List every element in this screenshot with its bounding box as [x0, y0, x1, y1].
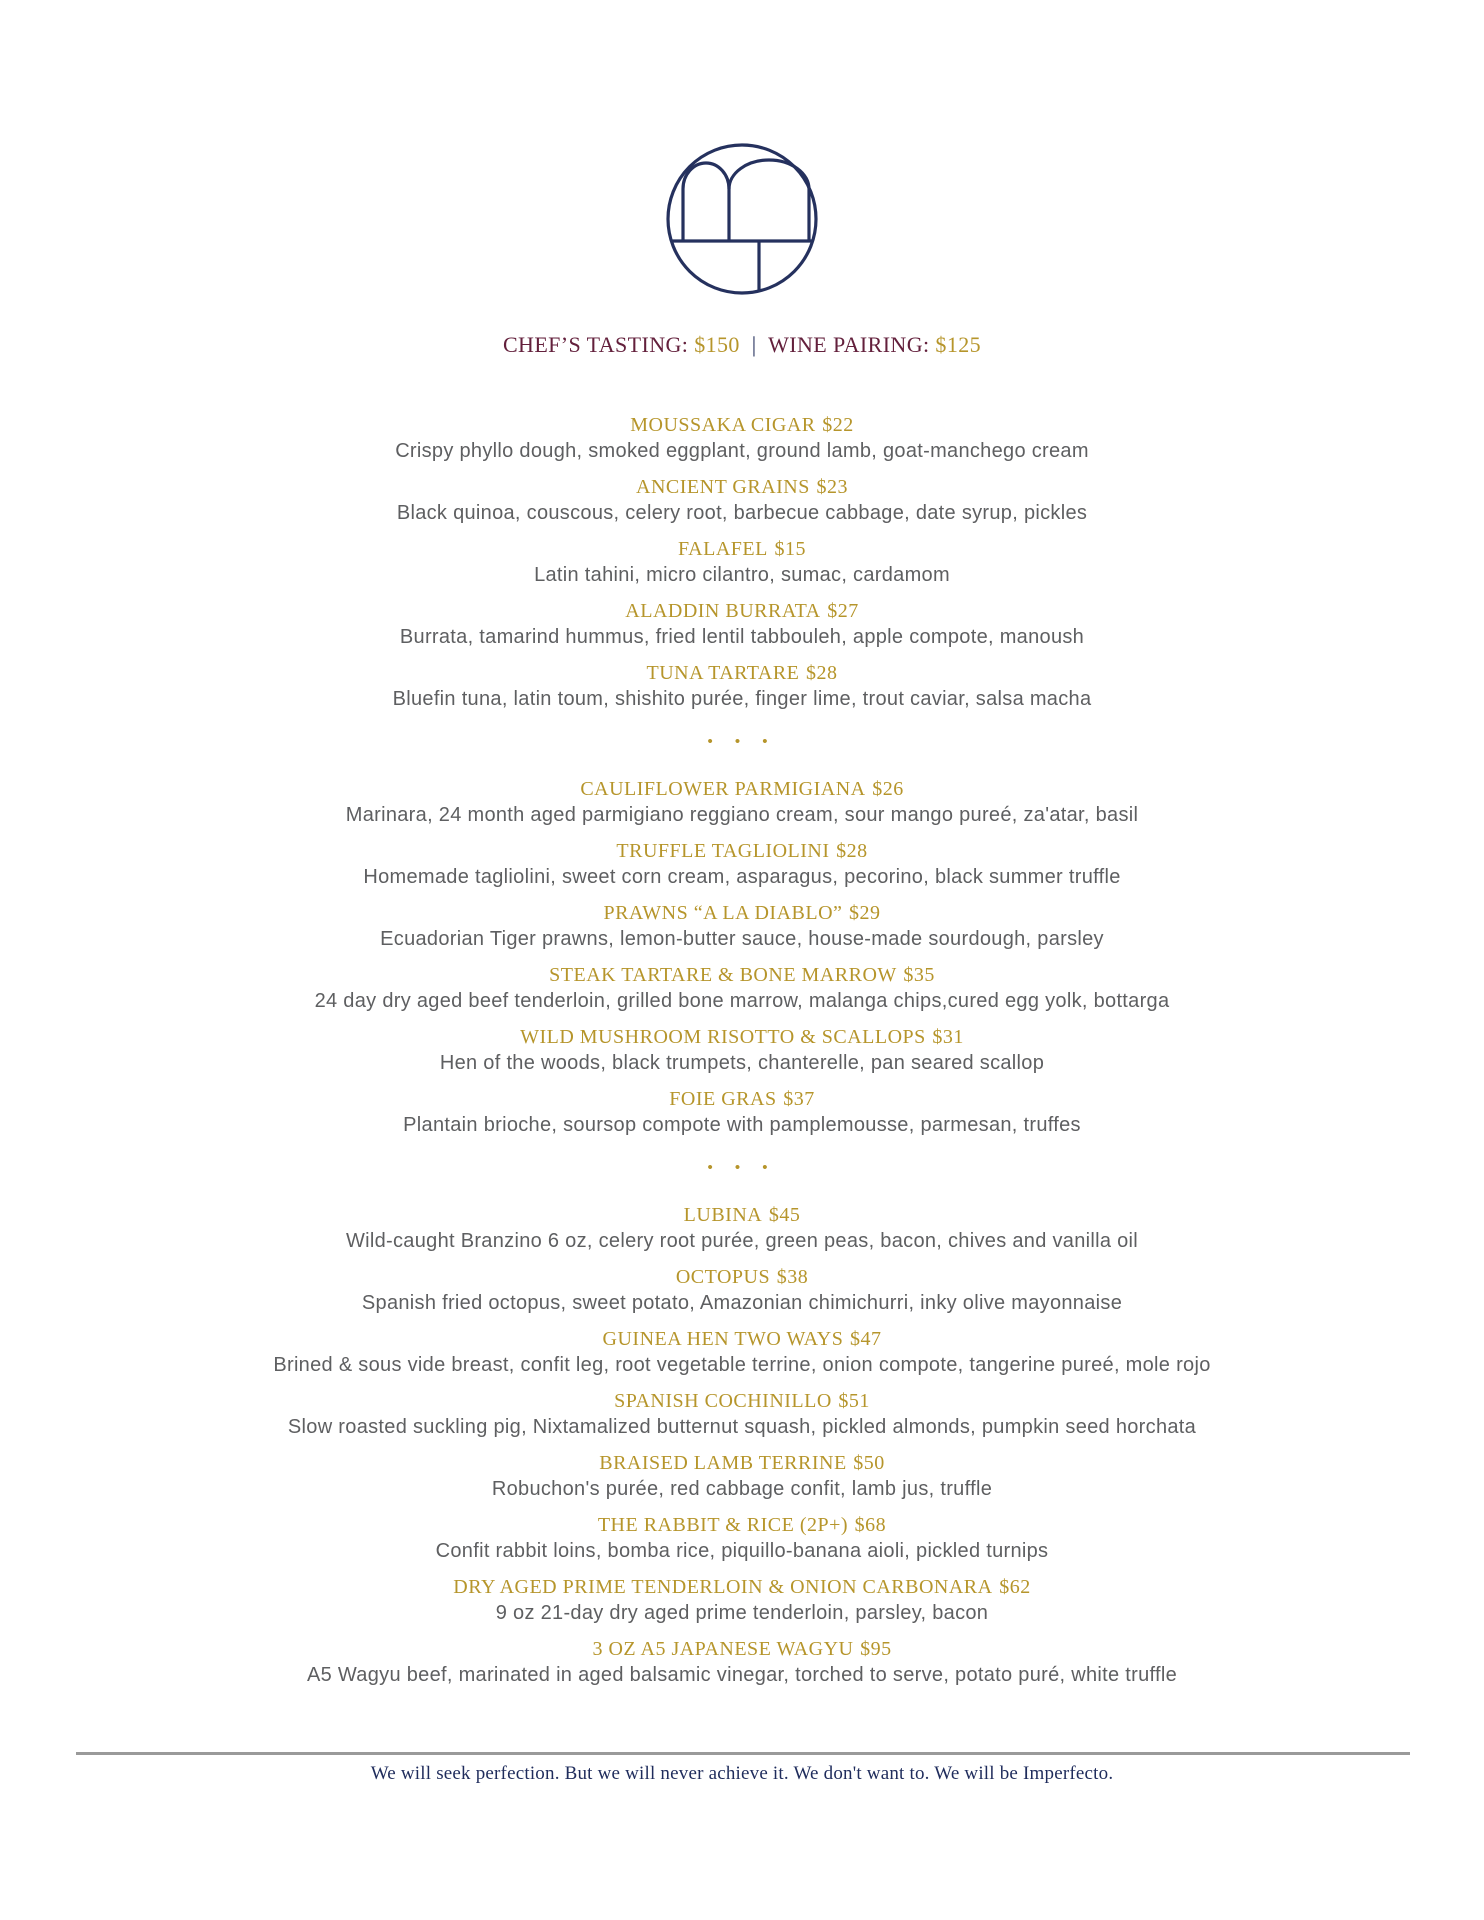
pipe-separator: |: [751, 332, 757, 357]
menu-item-name: BRAISED LAMB TERRINE: [599, 1452, 847, 1474]
menu-item-name: TUNA TARTARE: [646, 662, 800, 684]
menu-item: [0, 963, 1484, 1015]
menu-item: [0, 1513, 1484, 1565]
menu-item: [0, 839, 1484, 891]
menu-item: [0, 1087, 1484, 1139]
menu-item-description: Marinara, 24 month aged parmigiano reggiano cream, sour mango pureé, za'atar, basil: [345, 804, 1139, 826]
menu-item-description: Wild-caught Branzino 6 oz, celery root purée, green peas, bacon, chives and vanilla oil: [345, 1230, 1139, 1252]
menu-item-price: $31: [932, 1026, 964, 1048]
menu-item-title: [0, 1327, 1484, 1351]
menu-item-price: $22: [822, 414, 854, 436]
restaurant-logo-icon: [662, 139, 822, 299]
menu-item-price: $15: [774, 538, 806, 560]
menu-item-description: Latin tahini, micro cilantro, sumac, cardamom: [534, 564, 950, 586]
menu-item-price: $62: [999, 1576, 1031, 1598]
menu-item-title: [0, 901, 1484, 925]
menu-item: [0, 1451, 1484, 1503]
menu-item-title: [0, 777, 1484, 801]
footer-divider-rule: [76, 1752, 1410, 1755]
menu-item-name: SPANISH COCHINILLO: [614, 1390, 832, 1412]
menu-item-price: $28: [806, 662, 838, 684]
menu-item-description: Spanish fried octopus, sweet potato, Amazonian chimichurri, inky olive mayonnaise: [361, 1292, 1123, 1314]
menu-item-price: $47: [849, 1328, 882, 1350]
menu-item-price: $27: [827, 600, 859, 622]
menu-item: [0, 661, 1484, 713]
menu-item: [0, 1327, 1484, 1379]
menu-item: [0, 475, 1484, 527]
menu-item-description: Hen of the woods, black trumpets, chanterelle, pan seared scallop: [439, 1052, 1045, 1074]
menu-item-price: $35: [903, 964, 935, 986]
menu-item-title: [0, 1389, 1484, 1413]
menu-item: [0, 537, 1484, 589]
section-divider-dots: • • •: [707, 1159, 777, 1176]
menu-item-description: Black quinoa, couscous, celery root, barbecue cabbage, date syrup, pickles: [396, 502, 1088, 524]
menu-item-description: Ecuadorian Tiger prawns, lemon-butter sauce, house-made sourdough, parsley: [380, 928, 1104, 950]
menu-item-title: [0, 1203, 1484, 1227]
logo-container: [0, 0, 1484, 299]
menu-item-name: PRAWNS “A LA DIABLO”: [603, 902, 843, 924]
menu-item: [0, 1025, 1484, 1077]
menu-item-description: Plantain brioche, soursop compote with pamplemousse, parmesan, truffes: [403, 1114, 1081, 1136]
menu-item: [0, 1389, 1484, 1441]
menu-item-title: [0, 1087, 1484, 1111]
menu-item-name: MOUSSAKA CIGAR: [630, 414, 816, 436]
menu-item-name: GUINEA HEN TWO WAYS: [602, 1328, 844, 1350]
menu-item-title: [0, 1575, 1484, 1599]
menu-item: [0, 1637, 1484, 1689]
menu-item: [0, 1265, 1484, 1317]
menu-item-title: [0, 1451, 1484, 1475]
menu-section-starters: [0, 413, 1484, 713]
menu-item-title: [0, 537, 1484, 561]
menu-item-description: Robuchon's purée, red cabbage confit, lamb jus, truffle: [491, 1478, 993, 1500]
menu-item-price: $26: [872, 778, 904, 800]
menu-item-title: [0, 475, 1484, 499]
menu-item-name: CAULIFLOWER PARMIGIANA: [580, 778, 866, 800]
menu-item-name: 3 OZ A5 JAPANESE WAGYU: [592, 1638, 854, 1660]
wine-pairing-label: WINE PAIRING:: [768, 332, 930, 357]
menu-item-price: $50: [853, 1452, 885, 1474]
menu-item-name: FALAFEL: [678, 538, 768, 560]
menu-item-price: $51: [838, 1390, 870, 1412]
menu-item-description: Bluefin tuna, latin toum, shishito purée, finger lime, trout caviar, salsa macha: [392, 688, 1092, 710]
menu-item-price: $95: [860, 1638, 892, 1660]
menu-item: [0, 1575, 1484, 1627]
menu-item-name: ANCIENT GRAINS: [636, 476, 810, 498]
menu-item-description: Confit rabbit loins, bomba rice, piquillo-banana aioli, pickled turnips: [435, 1540, 1049, 1562]
menu-item-description: Slow roasted suckling pig, Nixtamalized butternut squash, pickled almonds, pumpkin seed horchata: [287, 1416, 1197, 1438]
menu-item-title: [0, 1637, 1484, 1661]
menu-item-price: $23: [816, 476, 848, 498]
menu-section-middle-courses: [0, 777, 1484, 1139]
menu-item-description: 24 day dry aged beef tenderloin, grilled bone marrow, malanga chips,cured egg yolk, bottarga: [314, 990, 1170, 1012]
chefs-tasting-label: CHEF’S TASTING:: [502, 332, 689, 357]
menu-item-title: [0, 599, 1484, 623]
menu-item: [0, 777, 1484, 829]
menu-item-price: $45: [768, 1204, 801, 1226]
menu-item: [0, 413, 1484, 465]
menu-item-name: DRY AGED PRIME TENDERLOIN & ONION CARBONARA: [453, 1576, 993, 1598]
menu-item-description: Brined & sous vide breast, confit leg, root vegetable terrine, onion compote, tangerine pureé, mole rojo: [273, 1354, 1211, 1376]
menu-item-name: OCTOPUS: [675, 1266, 771, 1288]
menu-item-price: $37: [783, 1088, 815, 1110]
menu-body: [0, 413, 1484, 1689]
menu-item-title: [0, 1025, 1484, 1049]
menu-item-name: WILD MUSHROOM RISOTTO & SCALLOPS: [520, 1026, 926, 1048]
menu-item-title: [0, 963, 1484, 987]
menu-item-name: ALADDIN BURRATA: [625, 600, 821, 622]
menu-item-description: A5 Wagyu beef, marinated in aged balsamic vinegar, torched to serve, potato puré, white truffle: [306, 1664, 1178, 1686]
menu-item-title: [0, 661, 1484, 685]
menu-item-title: [0, 1513, 1484, 1537]
menu-item-name: LUBINA: [683, 1204, 763, 1226]
menu-item-name: FOIE GRAS: [669, 1088, 777, 1110]
menu-item-description: Burrata, tamarind hummus, fried lentil tabbouleh, apple compote, manoush: [399, 626, 1085, 648]
menu-item-price: $28: [836, 840, 868, 862]
chefs-tasting-price: $150: [694, 332, 740, 357]
menu-item-description: 9 oz 21-day dry aged prime tenderloin, parsley, bacon: [495, 1602, 989, 1624]
wine-pairing-price: $125: [935, 332, 982, 357]
menu-item-price: $68: [854, 1514, 887, 1536]
menu-item-description: Crispy phyllo dough, smoked eggplant, ground lamb, goat-manchego cream: [395, 440, 1089, 462]
menu-item: [0, 901, 1484, 953]
section-divider-dots: • • •: [707, 733, 777, 750]
menu-item: [0, 599, 1484, 651]
menu-item-title: [0, 413, 1484, 437]
menu-section-mains: [0, 1203, 1484, 1689]
footer-tagline: We will seek perfection. But we will never achieve it. We don't want to. We will be Imperfecto.: [370, 1763, 1114, 1784]
menu-item-description: Homemade tagliolini, sweet corn cream, asparagus, pecorino, black summer truffle: [363, 866, 1121, 888]
tasting-header: [0, 330, 1484, 360]
menu-item-price: $38: [776, 1266, 809, 1288]
menu-item-title: [0, 839, 1484, 863]
menu-item: [0, 1203, 1484, 1255]
menu-item-price: $29: [849, 902, 881, 924]
menu-item-title: [0, 1265, 1484, 1289]
menu-item-name: TRUFFLE TAGLIOLINI: [616, 840, 830, 862]
menu-item-name: THE RABBIT & RICE (2P+): [597, 1514, 849, 1536]
menu-item-name: STEAK TARTARE & BONE MARROW: [549, 964, 897, 986]
